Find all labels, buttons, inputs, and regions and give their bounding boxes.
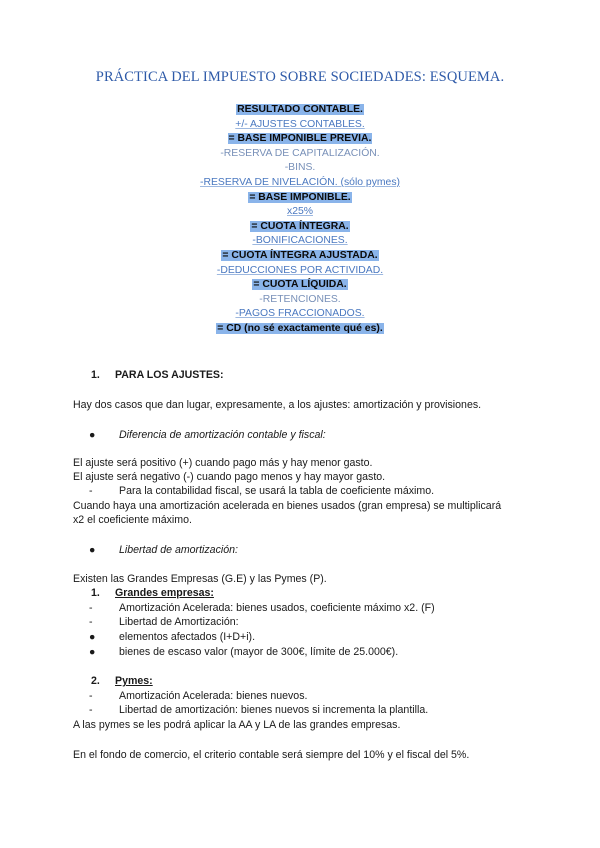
- list-item-text: bienes de escaso valor (mayor de 300€, límite de 25.000€).: [119, 646, 399, 658]
- dash-item: [89, 484, 434, 498]
- scheme-row: [0, 249, 600, 264]
- page-title: PRÁCTICA DEL IMPUESTO SOBRE SOCIEDADES: ESQUEMA.: [95, 69, 505, 85]
- scheme-text: = CUOTA ÍNTEGRA.: [251, 220, 349, 232]
- tax-scheme: [0, 103, 600, 337]
- scheme-row: [0, 176, 600, 191]
- scheme-row: [0, 278, 600, 293]
- scheme-text: -RESERVA DE CAPITALIZACIÓN.: [220, 147, 380, 159]
- scheme-text: = CUOTA LÍQUIDA.: [253, 279, 347, 291]
- subsection-heading: [91, 674, 153, 688]
- list-item-text: Amortización Acelerada: bienes nuevos.: [119, 690, 308, 702]
- dash-icon: -: [89, 616, 93, 628]
- scheme-row: [0, 161, 600, 176]
- list-item-text: Libertad de Amortización:: [119, 616, 239, 628]
- paragraph-line: El ajuste será positivo (+) cuando pago más y hay menor gasto.: [73, 457, 373, 469]
- dash-icon: -: [89, 602, 93, 614]
- list-item: [89, 601, 435, 615]
- scheme-row: [0, 191, 600, 206]
- paragraph-line: En el fondo de comercio, el criterio contable será siempre del 10% y el fiscal del 5%.: [73, 749, 470, 761]
- paragraph-line: Existen las Grandes Empresas (G.E) y las Pymes (P).: [73, 573, 327, 585]
- list-item-text: Amortización Acelerada: bienes usados, coeficiente máximo x2. (F): [119, 602, 435, 614]
- scheme-row: [0, 103, 600, 118]
- scheme-row: [0, 264, 600, 279]
- dash-icon: -: [89, 690, 93, 702]
- list-item-text: Libertad de amortización: bienes nuevos si incrementa la plantilla.: [119, 704, 429, 716]
- scheme-text: = BASE IMPONIBLE.: [249, 191, 351, 203]
- scheme-text: x25%: [287, 206, 313, 218]
- scheme-text: -DEDUCCIONES POR ACTIVIDAD.: [216, 264, 384, 276]
- paragraph-line: A las pymes se les podrá aplicar la AA y LA de las grandes empresas.: [73, 719, 401, 731]
- subsection-heading-text: Pymes:: [115, 675, 153, 687]
- subsection-heading-text: Grandes empresas:: [115, 587, 214, 599]
- bullet-icon: ●: [89, 631, 96, 643]
- scheme-text: -BONIFICACIONES.: [252, 235, 348, 247]
- scheme-text: -RETENCIONES.: [259, 293, 341, 305]
- bullet-icon: ●: [89, 646, 96, 658]
- scheme-row: [0, 293, 600, 308]
- section-heading-text: PARA LOS AJUSTES:: [115, 369, 224, 381]
- list-item: [89, 689, 307, 703]
- section-heading: [91, 368, 224, 382]
- paragraph-line: x2 el coeficiente máximo.: [73, 514, 192, 526]
- scheme-row: [0, 220, 600, 235]
- bullet-item: [89, 428, 326, 442]
- section-number: 1.: [91, 369, 100, 381]
- scheme-text: -PAGOS FRACCIONADOS.: [235, 308, 365, 320]
- scheme-row: [0, 205, 600, 220]
- subsection-number: 1.: [91, 587, 100, 599]
- scheme-text: RESULTADO CONTABLE.: [237, 104, 363, 115]
- scheme-text: = CUOTA ÍNTEGRA AJUSTADA.: [222, 249, 378, 261]
- scheme-row: [0, 234, 600, 249]
- scheme-text: -BINS.: [284, 162, 316, 174]
- scheme-text: = BASE IMPONIBLE PREVIA.: [228, 133, 372, 145]
- paragraph-line: El ajuste será negativo (-) cuando pago menos y hay mayor gasto.: [73, 471, 386, 483]
- subsection-heading: [91, 586, 214, 600]
- dash-icon: -: [89, 485, 93, 497]
- scheme-row: [0, 322, 600, 337]
- scheme-text: = CD (no sé exactamente qué es).: [217, 322, 383, 334]
- scheme-text: -RESERVA DE NIVELACIÓN. (sólo pymes): [200, 176, 400, 188]
- bullet-icon: ●: [89, 429, 96, 441]
- bullet-icon: ●: [89, 544, 96, 556]
- dash-icon: -: [89, 704, 93, 716]
- list-item-text: elementos afectados (I+D+i).: [119, 631, 256, 643]
- dash-item-text: Para la contabilidad fiscal, se usará la tabla de coeficiente máximo.: [119, 485, 435, 497]
- scheme-row: [0, 307, 600, 322]
- subsection-number: 2.: [91, 675, 100, 687]
- scheme-row: [0, 147, 600, 162]
- libertad-heading: Libertad de amortización:: [119, 544, 238, 556]
- amortization-heading: Diferencia de amortización contable y fiscal:: [119, 429, 326, 441]
- scheme-row: [0, 132, 600, 147]
- scheme-text: +/- AJUSTES CONTABLES.: [235, 118, 365, 130]
- list-item: [89, 615, 239, 629]
- intro-paragraph: Hay dos casos que dan lugar, expresamente, a los ajustes: amortización y provisiones.: [73, 399, 482, 411]
- scheme-row: [0, 118, 600, 133]
- bullet-item: [89, 543, 238, 557]
- paragraph-line: Cuando haya una amortización acelerada en bienes usados (gran empresa) se multiplicará: [73, 500, 502, 512]
- list-item: [89, 645, 398, 659]
- list-item: [89, 703, 428, 717]
- list-item: [89, 630, 255, 644]
